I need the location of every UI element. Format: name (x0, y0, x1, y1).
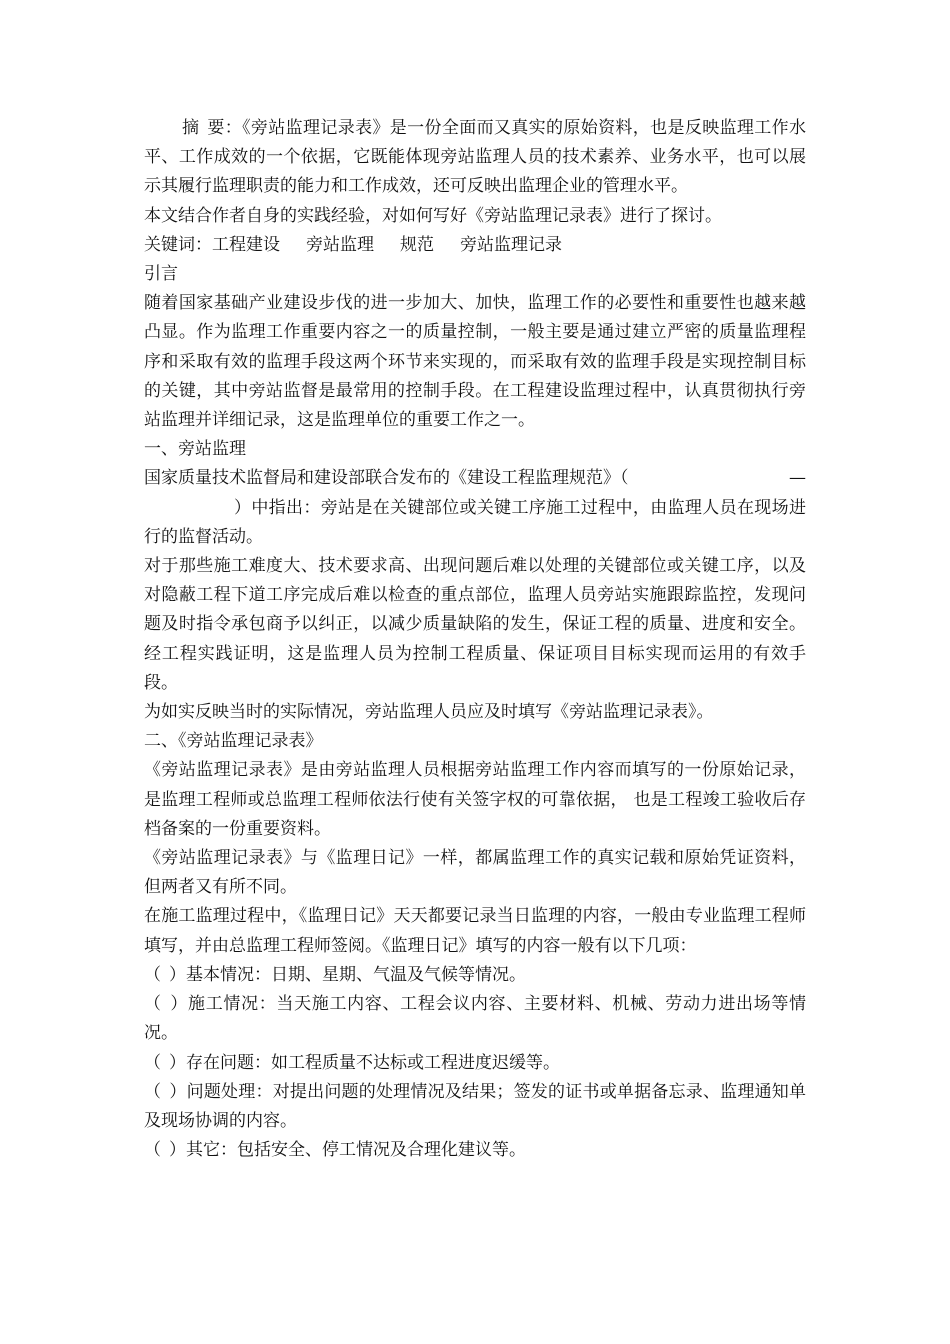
section-heading-1: 一、旁站监理 (144, 439, 246, 460)
abstract-label-b: 要： (207, 118, 243, 138)
section-heading-intro: 引言 (144, 264, 178, 285)
abstract-paragraph (144, 114, 806, 202)
section-1-paragraph-b: 对于那些施工难度大、技术要求高、出现问题后难以处理的关键部位或关键工序，以及对隐蔽工程下道工序完成后难以检查的重点部位，监理人员旁站实施跟踪监控，发现问题及时指令承包商予以纠正，以减少质量缺陷的发生，保证工程的质量、进度和安全。经工程实践证明，这是监理人员为控制工程质量、保证项目目标实现而运用的有效手段。 (144, 556, 806, 693)
section-1-line-1: 国家质量技术监督局和建设部联合发布的《建设工程监理规范》（ (144, 468, 629, 489)
list-item-text: 基本情况：日期、星期、气温及气候等情况。 (186, 964, 526, 985)
keyword-item: 旁站监理记录 (460, 234, 562, 255)
list-item: （ ）施工情况：当天施工内容、工程会议内容、主要材料、机械、劳动力进出场等情况。 (144, 994, 807, 1044)
keyword-item: 旁站监理 (306, 234, 374, 255)
document-body (144, 114, 806, 1165)
abstract-label-a: 摘 (182, 118, 200, 138)
keywords-line (144, 231, 806, 260)
intro-sentence: 本文结合作者自身的实践经验，对如何写好《旁站监理记录表》进行了探讨。 (144, 205, 722, 226)
list-item: （ ）存在问题：如工程质量不达标或工程进度迟缓等。 (144, 1052, 560, 1073)
keywords-label: 关键词： (144, 234, 212, 255)
intro-paragraph: 随着国家基础产业建设步伐的进一步加大、加快，监理工作的必要性和重要性也越来越凸显。作为监理工作重要内容之一的质量控制，一般主要是通过建立严密的质量监理程序和采取有效的监理手段这两个环节来实现的，而采取有效的监理手段是实现控制目标的关键，其中旁站监督是最常用的控制手段。在工程建设监理过程中，认真贯彻执行旁站监理并详细记录，这是监理单位的重要工作之一。 (144, 293, 806, 431)
section-1-paragraph-a (144, 464, 806, 552)
section-2-paragraph-c: 在施工监理过程中，《监理日记》天天都要记录当日监理的内容，一般由专业监理工程师填写，并由总监理工程师签阅。《监理日记》填写的内容一般有以下几项： (144, 906, 806, 956)
abstract-text: 《旁站监理记录表》是一份全面而又真实的原始资料，也是反映监理工作水平、工作成效的一个依据，它既能体现旁站监理人员的技术素养、业务水平，也可以展示其履行监理职责的能力和工作成效，还可反映出监理企业的管理水平。 (144, 118, 807, 197)
section-1-paragraph-c: 为如实反映当时的实际情况，旁站监理人员应及时填写《旁站监理记录表》。 (144, 702, 714, 723)
section-heading-2: 二、《旁站监理记录表》 (144, 731, 323, 752)
keyword-item: 规范 (400, 234, 434, 255)
dash-mark: — (789, 468, 806, 489)
list-item-text: 存在问题：如工程质量不达标或工程进度迟缓等。 (186, 1052, 560, 1073)
list-item: （ ）问题处理：对提出问题的处理情况及结果；签发的证书或单据备忘录、监理通知单及现场协调的内容。 (144, 1081, 807, 1131)
section-1-rest: ）中指出：旁站是在关键部位或关键工序施工过程中，由监理人员在现场进行的监督活动。 (144, 497, 806, 547)
keyword-item: 工程建设 (212, 234, 280, 255)
section-2-paragraph-b: 《旁站监理记录表》与《监理日记》一样，都属监理工作的真实记载和原始凭证资料，但两者又有所不同。 (144, 848, 806, 898)
list-item: （ ）其它：包括安全、停工情况及合理化建议等。 (144, 1140, 526, 1161)
list-item-text: 施工情况：当天施工内容、工程会议内容、主要材料、机械、劳动力进出场等情况。 (144, 994, 807, 1044)
list-item-text: 问题处理：对提出问题的处理情况及结果；签发的证书或单据备忘录、监理通知单及现场协调的内容。 (144, 1081, 807, 1131)
section-2-paragraph-a: 《旁站监理记录表》是由旁站监理人员根据旁站监理工作内容而填写的一份原始记录，是监理工程师或总监理工程师依法行使有关签字权的可靠依据， 也是工程竣工验收后存档备案的一份重要资料。 (144, 760, 806, 839)
list-item-text: 其它：包括安全、停工情况及合理化建议等。 (186, 1140, 526, 1161)
list-item: （ ）基本情况：日期、星期、气温及气候等情况。 (144, 964, 526, 985)
